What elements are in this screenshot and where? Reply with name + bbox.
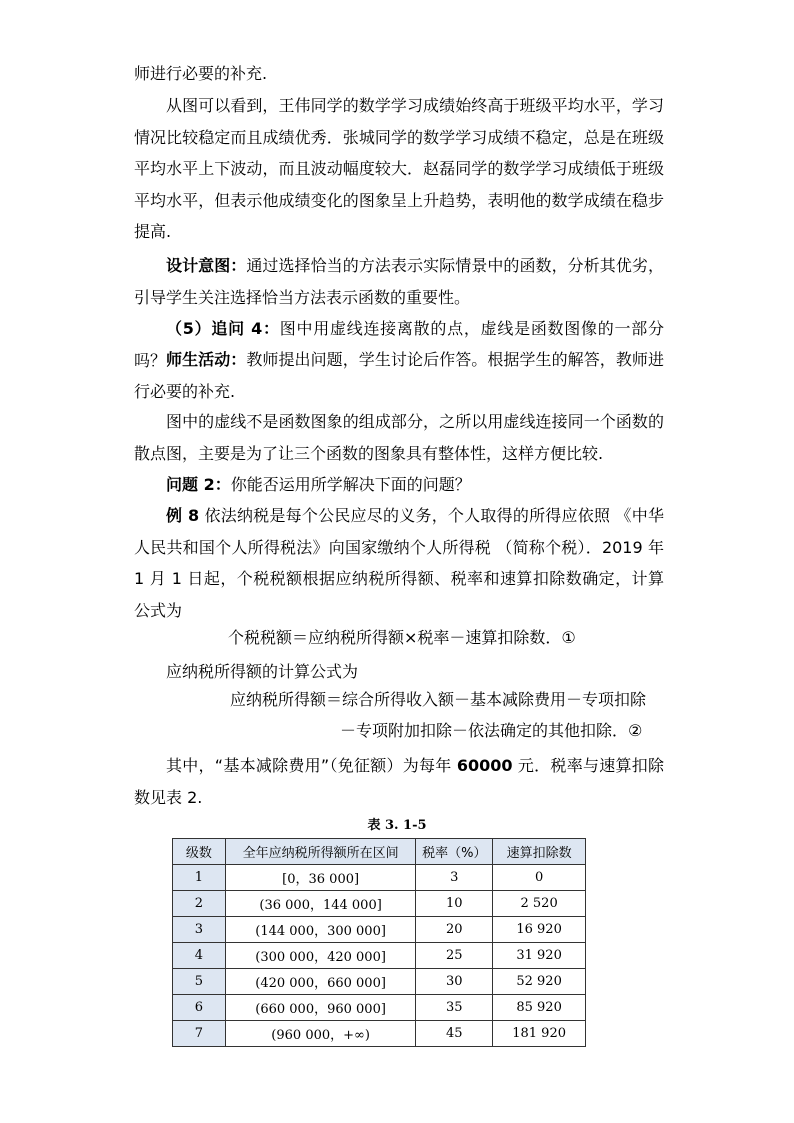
cell-level: 2 [173,891,226,917]
table-row [173,969,586,995]
followup-label: （5）追问 4： [166,319,280,338]
paragraph-teacher-student-activity [134,344,664,407]
table-header-row [173,839,586,865]
cell-quick-deduction: 16 920 [493,917,586,943]
cell-income-range: (420 000，660 000] [225,969,416,995]
activity-label: 师生活动： [166,350,247,369]
header-income-range: 全年应纳税所得额所在区间 [225,839,416,865]
cell-tax-rate: 10 [416,891,493,917]
cell-tax-rate: 45 [416,1021,493,1047]
table-row [173,891,586,917]
followup-text: 图中用虚线连接离散的点，虚线是函数图像的一部分吗？ [134,319,664,370]
cell-tax-rate: 20 [416,917,493,943]
cell-quick-deduction: 181 920 [493,1021,586,1047]
cell-level: 1 [173,865,226,891]
cell-income-range: (36 000，144 000] [225,891,416,917]
header-tax-rate: 税率（%） [416,839,493,865]
table-row [173,1021,586,1047]
design-intent-label: 设计意图： [166,256,247,275]
cell-quick-deduction: 0 [493,865,586,891]
cell-level: 6 [173,995,226,1021]
tax-rate-table [172,838,586,1047]
paragraph-taxable-income-intro: 应纳税所得额的计算公式为 [166,662,359,681]
basic-deduction-after: 元．税率与速算扣除数见表 2. [134,756,664,807]
cell-income-range: (144 000，300 000] [225,917,416,943]
design-intent-text: 通过选择恰当的方法表示实际情景中的函数，分析其优劣，引导学生关注选择恰当方法表示函数的重要性。 [134,256,664,307]
paragraph-analysis: 从图可以看到，王伟同学的数学学习成绩始终高于班级平均水平，学习情况比较稳定而且成绩优秀．张城同学的数学学习成绩不稳定，总是在班级平均水平上下波动，而且波动幅度较大．赵磊同学的数学学习成绩低于班级平均水平，但表示他成绩变化的图象呈上升趋势，表明他的数学成绩在稳步提高. [134,96,664,241]
table-row [173,917,586,943]
paragraph-problem-2 [134,469,664,501]
paragraph-continuation: 师进行必要的补充. [134,64,268,83]
cell-income-range: (300 000，420 000] [225,943,416,969]
formula-tax-amount: 个税税额＝应纳税所得额×税率－速算扣除数．① [228,628,576,647]
paragraph-dashed-line-explanation: 图中的虚线不是函数图象的组成部分，之所以用虚线连接同一个函数的散点图，主要是为了让三个函数的图象具有整体性，这样方便比较. [134,412,664,463]
table-caption: 表 3. 1-5 [367,818,427,833]
cell-quick-deduction: 52 920 [493,969,586,995]
header-level: 级数 [173,839,226,865]
header-quick-deduction: 速算扣除数 [493,839,586,865]
cell-income-range: (960 000，+∞) [225,1021,416,1047]
example-8-text: 依法纳税是每个公民应尽的义务，个人取得的所得应依照 《中华人民共和国个人所得税法》向国家缴纳个人所得税 （简称个税）．2019 年 1 月 1 日起，个税税额根据应纳税所得额、税率和速算扣除数确定，计算公式为 [134,506,664,620]
basic-deduction-before: 其中，“基本减除费用”（免征额）为每年 [166,756,457,775]
activity-text: 教师提出问题，学生讨论后作答。根据学生的解答，教师进行必要的补充. [134,350,664,401]
paragraph-basic-deduction [134,750,664,813]
formula-taxable-income-line2: －专项附加扣除－依法确定的其他扣除．② [340,721,643,740]
cell-tax-rate: 35 [416,995,493,1021]
cell-level: 5 [173,969,226,995]
cell-tax-rate: 25 [416,943,493,969]
cell-level: 3 [173,917,226,943]
table-row [173,865,586,891]
problem-2-text: 你能否运用所学解决下面的问题？ [230,475,471,494]
cell-quick-deduction: 2 520 [493,891,586,917]
table-row [173,943,586,969]
cell-income-range: [0，36 000] [225,865,416,891]
example-8-label: 例 8 [166,506,200,525]
table-row [173,995,586,1021]
cell-income-range: (660 000，960 000] [225,995,416,1021]
basic-deduction-amount: 60000 [456,756,513,775]
cell-tax-rate: 3 [416,865,493,891]
formula-taxable-income-line1: 应纳税所得额＝综合所得收入额－基本减除费用－专项扣除 [230,690,647,709]
cell-quick-deduction: 31 920 [493,943,586,969]
cell-level: 4 [173,943,226,969]
cell-quick-deduction: 85 920 [493,995,586,1021]
cell-tax-rate: 30 [416,969,493,995]
problem-2-label: 问题 2： [166,475,231,494]
paragraph-example-8 [134,500,664,626]
cell-level: 7 [173,1021,226,1047]
paragraph-design-intent [134,250,664,313]
